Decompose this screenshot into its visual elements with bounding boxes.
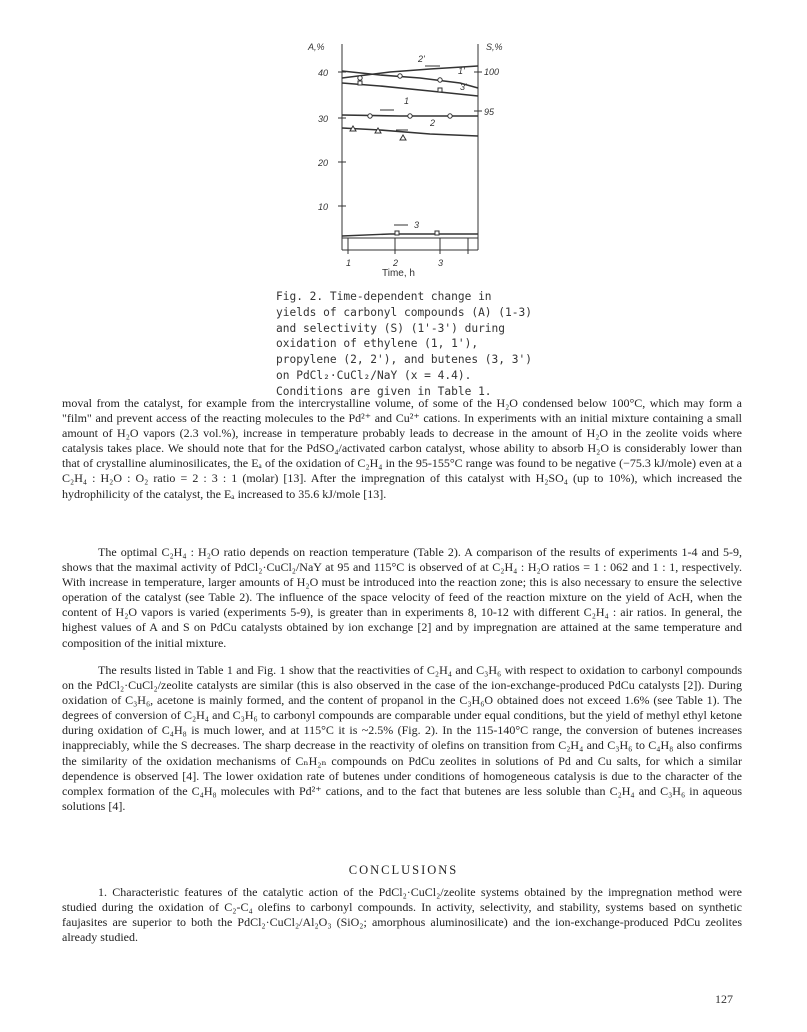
page-number: 127 <box>715 992 733 1006</box>
y-tick-30: 30 <box>318 114 329 124</box>
y-tick-20: 20 <box>318 158 329 168</box>
curve-label-2: 2 <box>430 118 436 128</box>
paragraph-2-text: The optimal C₂H₄ : H₂O ratio depends on reaction temperature (Table 2). A comparison of the results of experiments 1-4 and 5-9, shows that the maximal activity of PdCl₂·CuCl₂/NaY at 95 and 115°C is observed of at C₂H₄ : H₂O ratios = 1 : 062 and 1 : 1, respectively. With increase in temperature, larger amounts of H₂O must be introduced into the reaction zone; this is also necessary to ensure the selective operation of the catalyst (see Table 2). The influence of the space velocity of feed of the reaction mixture on the yield of AcH, when the content of H₂O vapors is varied (experiments 5-9), is greater than in experiments 8, 10-12 with different C₂H₄ : air ratios. In general, the highest values of A and S on PdCu catalysts obtained by ion exchange [2] and by impregnation are attained at the same temperature and composition of the initial mixture. <box>62 545 742 650</box>
curve-label-1: 1 <box>404 96 410 106</box>
curve-2 <box>342 128 478 136</box>
y-tick-100: 100 <box>484 67 500 77</box>
x-tick-3: 3 <box>438 258 444 268</box>
paragraph-1-text: moval from the catalyst, for example from the intercrystalline volume, of some of the H₂O condensed below 100°C, which may form a "film" and prevent access of the reacting molecules to the Pd²⁺ and Cu²⁺ cations. In experiments with an initial mixture containing a small amount of H₂O vapors (2.3 vol.%), increase in temperature probably leads to decrease in the amount of H₂O in the zeolite voids where catalysis takes place. We should note that for the PdSO₄/activated carbon catalyst, whose ability to absorb H₂O is considerably lower than that of crystalline aluminosilicates, the Eₐ of the oxidation of C₂H₄ in the 95-155°C range was found to be negative (−75.3 kJ/mole) even at a C₂H₄ : H₂O : O₂ ratio = 2 : 3 : 1 (molar) [13]. After the impregnation of this catalyst with H₂SO₄ (up to 10%), which increased the hydrophilicity of the catalyst, the Eₐ increased to 35.6 kJ/mole [13]. <box>62 396 742 501</box>
x-axis-label: Time, h <box>382 268 415 279</box>
figure-2 <box>300 38 520 290</box>
paragraph-3-text: The results listed in Table 1 and Fig. 1 show that the reactivities of C₂H₄ and C₃H₆ with respect to oxidation to carbonyl compounds on the PdCl₂·CuCl₂/zeolite catalysts are similar (this is also observed in the case of the ion-exchange-produced PdCu catalysts [2]). During oxidation of C₃H₆, acetone is mainly formed, and the content of propanol in the C₃H₆O obtained does not exceed 1.6% (see Table 1). The degrees of conversion of C₂H₄ and C₃H₆ to carbonyl compounds are comparable under equal conditions, but the yield of methyl ethyl ketone during oxidation of C₄H₈ is much lower, and at 115°C it is ~2.5% (Fig. 2). In the 115-140°C range, the conversion of butenes increases inappreciably, while the S decreases. The sharp decrease in the reactivity of olefins on transition from C₂H₄ and C₃H₆ to C₄H₈ also confirms the similarity of the oxidation mechanisms of CₙH₂ₙ compounds on PdCu zeolites in solutions of Pd and Cu salts, for which a similar dependence is observed [4]. The lower oxidation rate of butenes under conditions of homogeneous catalysis is due to the character of the complex formation of the C₄H₈ molecules with Pd²⁺ cations, and to the fact that butenes are less soluble than C₂H₄ and C₃H₆ in aqueous solutions [4]. <box>62 663 742 813</box>
x-tick-2: 2 <box>393 258 399 268</box>
paragraph-1 <box>62 396 742 502</box>
curve-3 <box>342 234 478 236</box>
x-tick-1: 1 <box>346 258 352 268</box>
y-tick-10: 10 <box>318 202 329 212</box>
curve-label-1prime: 1' <box>458 66 465 76</box>
curve-label-3prime: 3' <box>460 82 467 92</box>
paragraph-3 <box>62 663 742 814</box>
figure-2-plot <box>300 38 520 290</box>
y-tick-40: 40 <box>318 68 329 78</box>
y-left-unit: A,% <box>308 42 325 52</box>
y-tick-95: 95 <box>484 107 495 117</box>
paragraph-2 <box>62 545 742 651</box>
figure-caption: Fig. 2. Time-dependent change in yields of carbonyl compounds (A) (1-3) and selectivity (S) (1'-3') during oxidation of ethylene (1, 1'), propylene (2, 2'), and butenes (3, 3') on PdCl₂·CuCl₂/NaY (x = 4.4). Conditions are given in Table 1. <box>276 290 532 398</box>
y-right-unit: S,% <box>486 42 503 52</box>
conclusions-heading: CONCLUSIONS <box>348 863 459 877</box>
curve-label-2prime: 2' <box>418 54 425 64</box>
curve-label-3: 3 <box>414 220 420 230</box>
conclusion-1-text: 1. Characteristic features of the catalytic action of the PdCl₂·CuCl₂/zeolite systems obtained by the impregnation method were studied during the oxidation of C₂-C₄ olefins to carbonyl compounds. In activity, selectivity, and stability, systems based on synthetic faujasites are superior to both the PdCl₂·CuCl₂/Al₂O₃ (SiO₂; amorphous aluminosilicate) and the ion-exchange-produced PdCu zeolites already studied. <box>62 885 742 945</box>
conclusion-1 <box>62 885 742 945</box>
